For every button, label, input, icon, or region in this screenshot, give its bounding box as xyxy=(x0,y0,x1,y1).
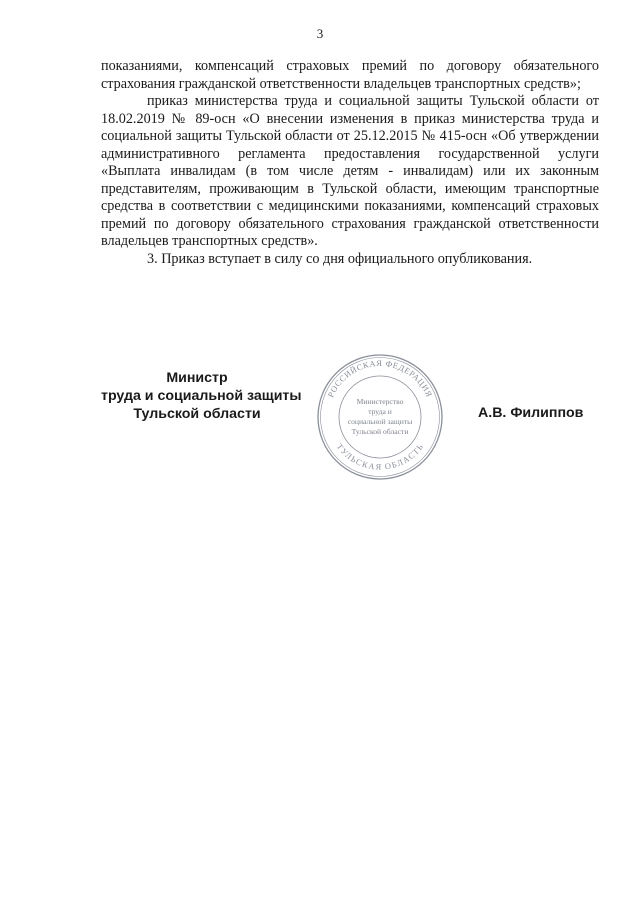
official-seal xyxy=(315,352,445,482)
seal-text-top: РОССИЙСКАЯ ФЕДЕРАЦИЯ xyxy=(326,358,434,399)
seal-graphic xyxy=(315,352,445,482)
document-body xyxy=(101,58,599,268)
signatory-name: А.В. Филиппов xyxy=(478,405,584,421)
paragraph-effective-date: 3. Приказ вступает в силу со дня официального опубликования. xyxy=(147,250,533,267)
seal-center-line-3: социальной защиты xyxy=(347,417,413,426)
seal-text-bottom: ТУЛЬСКАЯ ОБЛАСТЬ xyxy=(334,442,426,472)
signatory-title-block xyxy=(101,369,302,423)
signatory-title-line-3: Тульской области xyxy=(133,406,261,422)
page-number: 3 xyxy=(316,26,324,41)
seal-center-line-4: Тульской области xyxy=(351,427,409,436)
signatory-title-line-2: труда и социальной защиты xyxy=(101,388,302,404)
seal-center-line-1: Министерство xyxy=(356,397,404,406)
signatory-title-line-1: Министр xyxy=(166,370,228,386)
paragraph-continuation: показаниями, компенсаций страховых премий по договору обязательного страхования гражданской ответственности владельцев транспортных средств»; xyxy=(101,58,599,92)
paragraph-order-reference: приказ министерства труда и социальной защиты Тульской области от 18.02.2019 № 89-осн «О внесении изменения в приказ министерства труда и социальной защиты Тульской области от 25.12.2015 № 415-осн «Об утверждении административного регламента предоставления государственной услуги «Выплата инвалидам (в том числе детям - инвалидам) или их законным представителям, проживающим в Тульской области, имеющим транспортные средства в соответствии с медицинскими показаниями, компенсаций страховых премий по договору обязательного страхования гражданской ответственности владельцев транспортных средств». xyxy=(101,93,599,249)
seal-center-line-2: труда и xyxy=(368,407,392,416)
